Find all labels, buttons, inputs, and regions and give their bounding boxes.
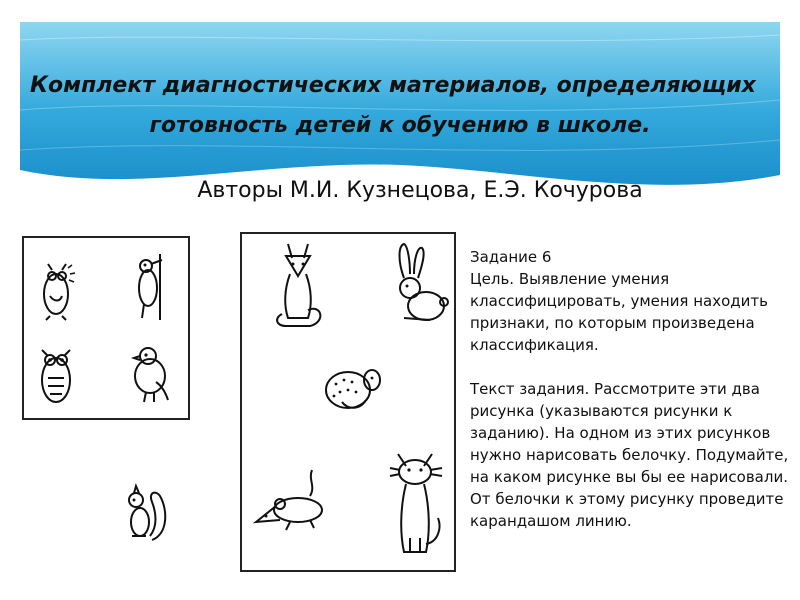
squirrel-icon[interactable] (122, 480, 170, 544)
fox-icon (268, 240, 328, 330)
animals-picture-panel[interactable] (240, 232, 456, 572)
owl-icon (32, 256, 82, 322)
cat-icon (388, 448, 448, 558)
task-text: Текст задания. Рассмотрите эти два рисунка (указываются рисунки к заданию). На одном из этих рисунков нужно нарисовать белочку. Подумайте, на каком рисунке вы бы ее нарисовали. От белочки к этому рисунку проведите карандашом линию. (470, 380, 789, 530)
hare-icon (390, 242, 450, 326)
slide-title (0, 66, 800, 146)
birds-picture-panel[interactable] (22, 236, 190, 420)
woodpecker-icon (124, 252, 174, 322)
hedgehog-icon (322, 362, 384, 414)
task-heading: Задание 6 (470, 248, 552, 266)
title-line-1: Комплект диагностических материалов, определяющих (30, 73, 756, 98)
eagle-owl-icon (32, 338, 82, 408)
task-description (470, 246, 790, 532)
mouse-icon (252, 466, 336, 536)
task-goal: Цель. Выявление умения классифицировать, умения находить признаки, по которым произведена классификация. (470, 270, 768, 354)
authors-line: Авторы М.И. Кузнецова, Е.Э. Кочурова (197, 178, 643, 203)
sparrow-icon (124, 342, 176, 404)
title-line-2: готовность детей к обучению в школе. (149, 113, 651, 138)
